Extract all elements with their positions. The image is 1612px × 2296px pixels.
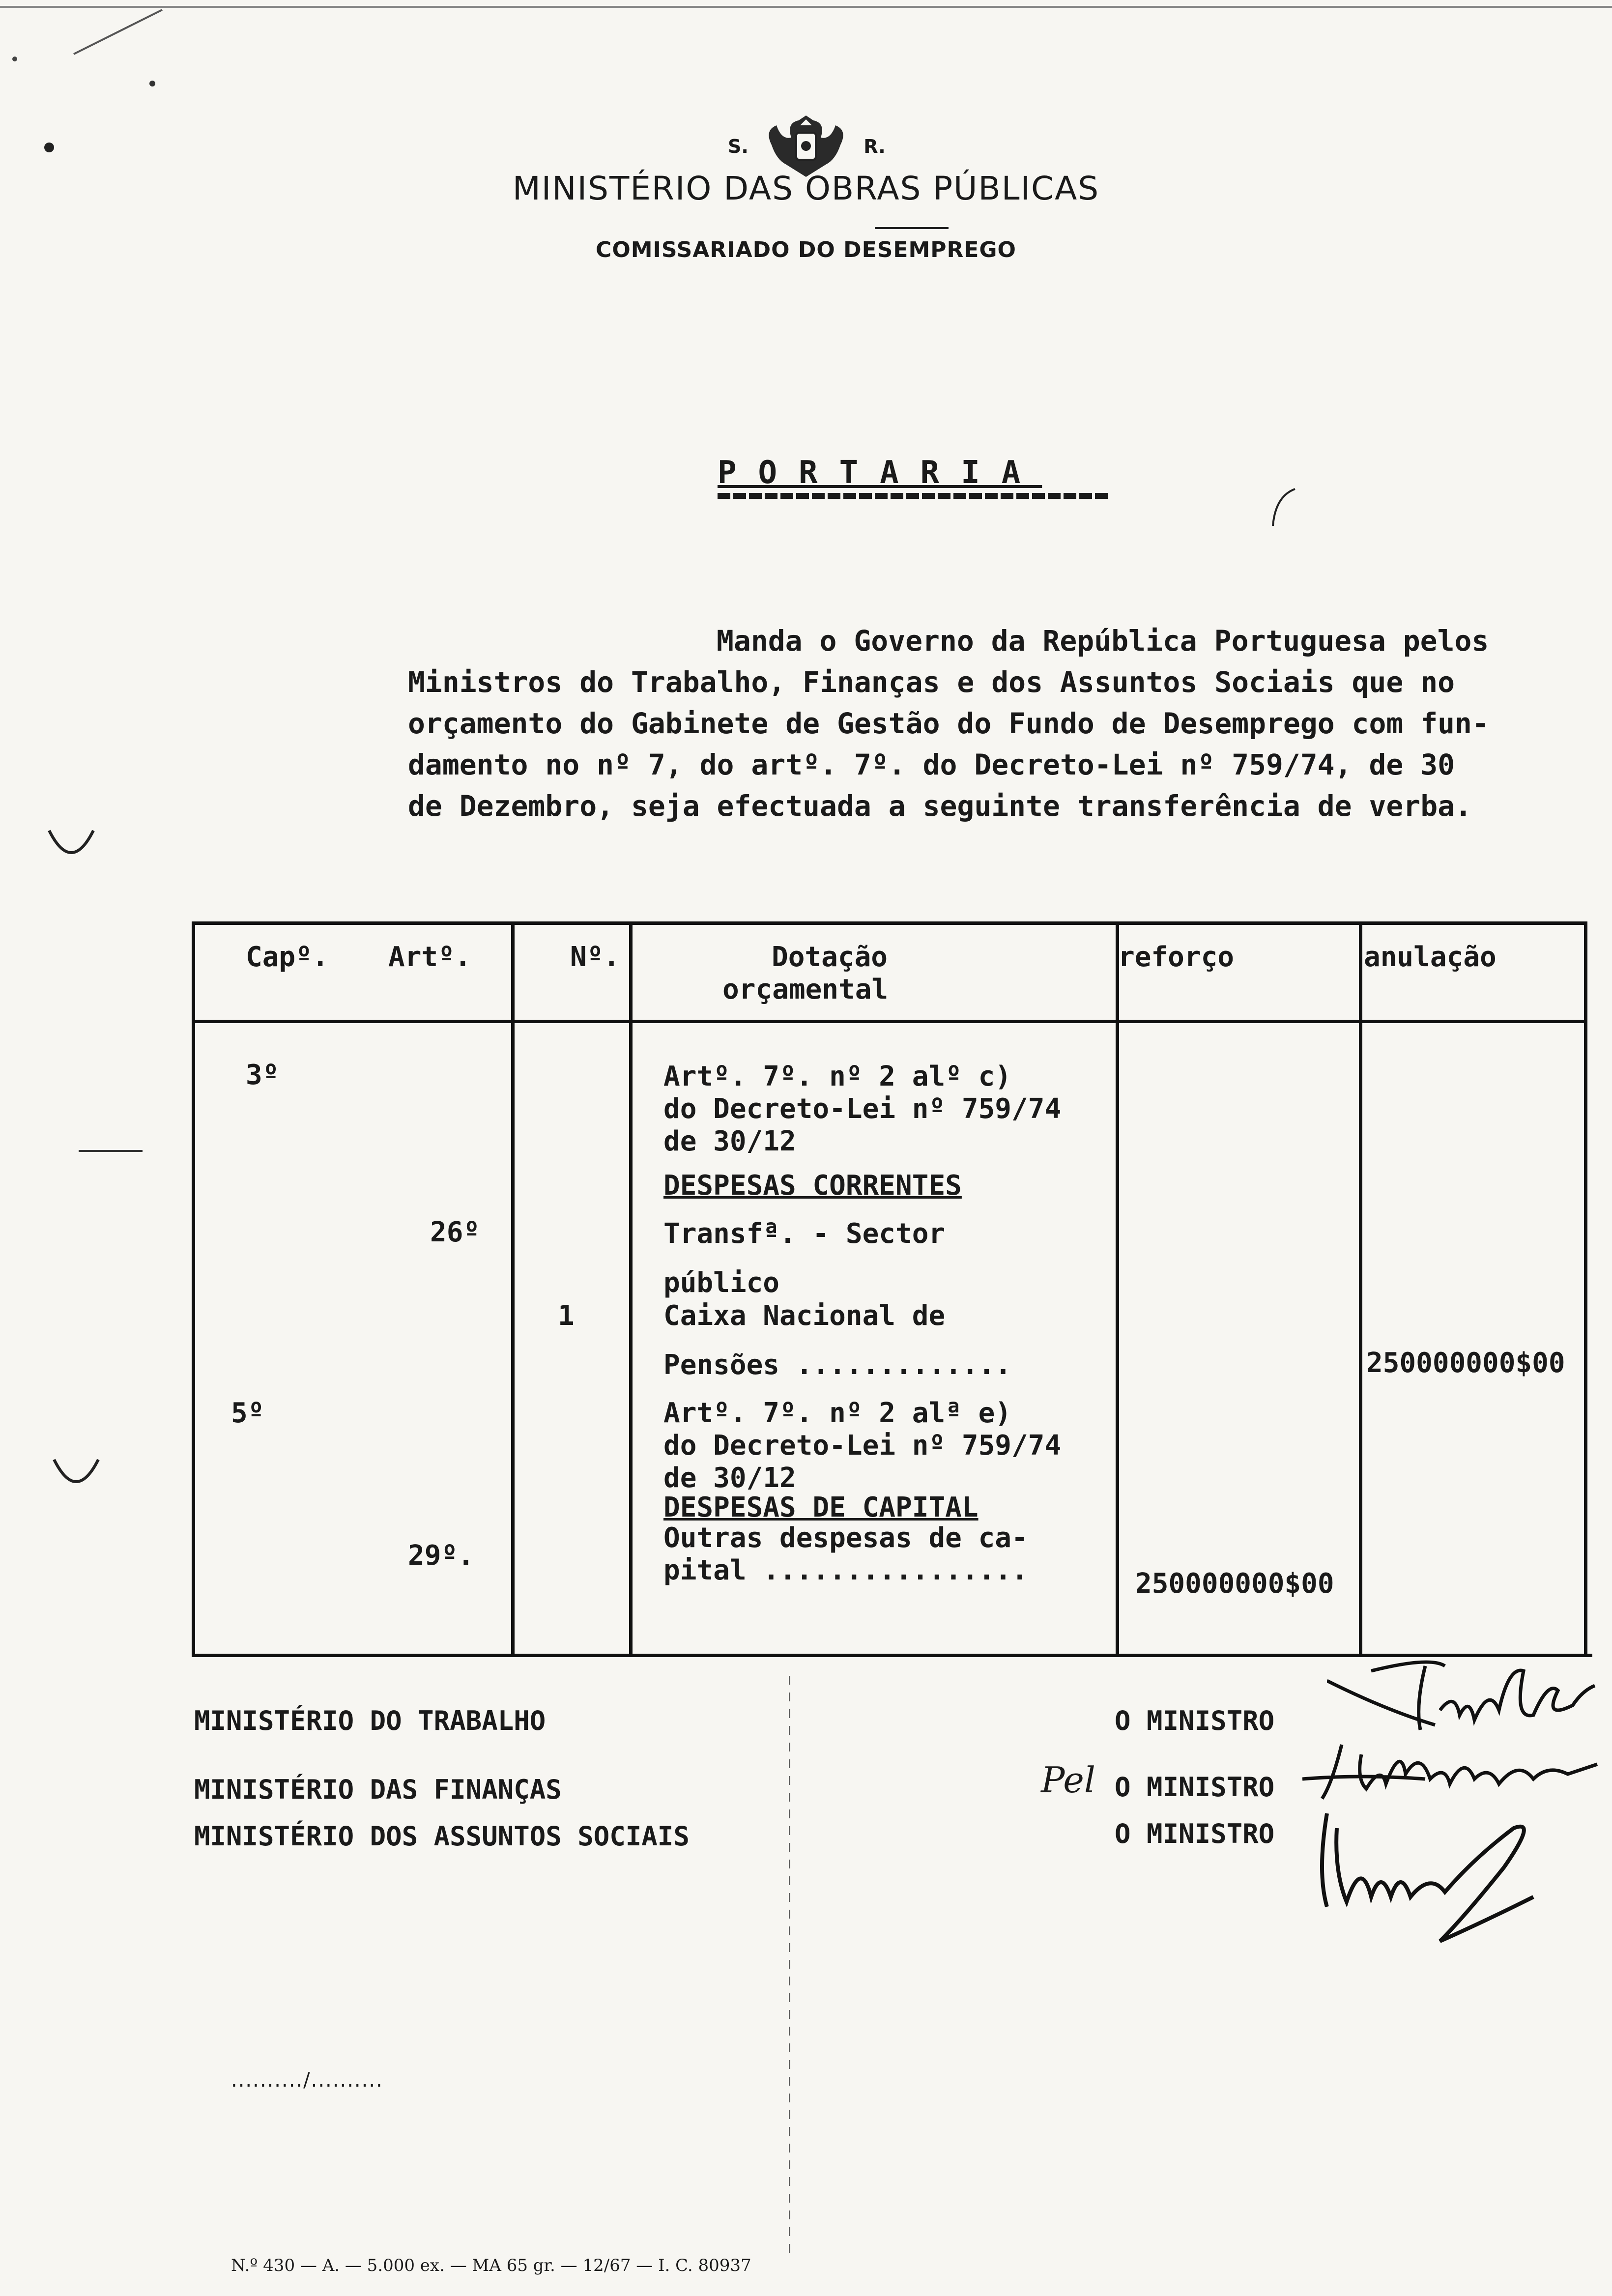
printer-footer: N.º 430 — A. — 5.000 ex. — MA 65 gr. — 12/67 — I. C. 80937 <box>231 2256 751 2275</box>
table-header-border <box>192 1020 1587 1023</box>
department-name: COMISSARIADO DO DESEMPREGO <box>596 237 1016 262</box>
signature-divider <box>789 1676 790 2261</box>
date-placeholder: ........../.......... <box>231 2069 383 2092</box>
art-26: 26º <box>430 1216 480 1248</box>
punch-hole-mark-1 <box>44 826 98 865</box>
top-edge-line <box>0 6 1612 8</box>
minister-label-3: O MINISTRO <box>1115 1818 1275 1849</box>
dotacao-a-line-1: Artº. 7º. nº 2 alº c) <box>663 1061 1012 1092</box>
body-line-1: Manda o Governo da República Portuguesa pelos <box>717 624 1489 658</box>
table-right-border <box>1584 921 1587 1657</box>
dotacao-a-line-3: de 30/12 <box>663 1125 796 1157</box>
dotacao-a-line-2: do Decreto-Lei nº 759/74 <box>663 1093 1062 1125</box>
col-divider-1 <box>511 921 515 1657</box>
header-cap: Capº. <box>246 941 329 973</box>
budget-transfer-table <box>192 921 1587 1656</box>
signature-3 <box>1317 1799 1543 1956</box>
minister-label-1: O MINISTRO <box>1115 1705 1275 1736</box>
ministry-social-affairs: MINISTÉRIO DOS ASSUNTOS SOCIAIS <box>194 1821 690 1852</box>
letter-r: R. <box>864 135 886 157</box>
ministry-name: MINISTÉRIO DAS OBRAS PÚBLICAS <box>512 170 1100 207</box>
anulacao-value: 250000000$00 <box>1366 1347 1565 1379</box>
pen-tick-mark <box>1268 487 1297 531</box>
letter-s: S. <box>727 135 748 157</box>
art-29: 29º. <box>408 1540 474 1572</box>
pensoes-line: Pensões ............. <box>663 1349 1012 1381</box>
dotacao-b-line-2: do Decreto-Lei nº 759/74 <box>663 1430 1062 1462</box>
col-divider-2 <box>629 921 633 1657</box>
despesas-correntes-heading: DESPESAS CORRENTES <box>663 1170 962 1202</box>
body-line-2: Ministros do Trabalho, Finanças e dos Assuntos Sociais que no <box>408 665 1455 699</box>
punch-hole-mark-2 <box>49 1455 103 1494</box>
col-divider-3 <box>1116 921 1119 1657</box>
reforco-value: 250000000$00 <box>1135 1568 1334 1600</box>
header-dotacao: Dotação <box>772 941 888 973</box>
transf-line-2: público <box>663 1267 780 1299</box>
header-anulacao: anulação <box>1364 941 1497 973</box>
margin-dash <box>79 1150 143 1152</box>
table-top-border <box>192 921 1587 925</box>
title-double-underline <box>718 493 1111 499</box>
body-line-4: damento no nº 7, do artº. 7º. do Decreto-Lei nº 759/74, de 30 <box>408 748 1455 781</box>
letterhead-rule <box>875 227 949 229</box>
outras-line-1: Outras despesas de ca- <box>663 1522 1028 1554</box>
header-reforco: reforço <box>1118 941 1235 973</box>
outras-line-2: pital ................ <box>663 1554 1028 1586</box>
minister-label-2: O MINISTRO <box>1115 1772 1275 1803</box>
body-line-3: orçamento do Gabinete de Gestão do Fundo de Desemprego com fun- <box>408 707 1489 740</box>
dotacao-b-line-1: Artº. 7º. nº 2 alª e) <box>663 1397 1012 1429</box>
cap-5: 5º <box>231 1397 264 1429</box>
ministry-finance: MINISTÉRIO DAS FINANÇAS <box>194 1774 562 1805</box>
ministry-labor: MINISTÉRIO DO TRABALHO <box>194 1705 546 1736</box>
table-left-border <box>192 921 195 1657</box>
header-num: Nº. <box>570 941 620 973</box>
col-divider-4 <box>1359 921 1362 1657</box>
signature-2 <box>1302 1735 1607 1808</box>
pel-annotation: Pel <box>1041 1759 1095 1801</box>
header-art: Artº. <box>388 941 471 973</box>
header-orcamental: orçamental <box>722 974 889 1005</box>
cap-3: 3º <box>246 1059 279 1091</box>
document-title: PORTARIA <box>718 455 1042 491</box>
body-line-5: de Dezembro, seja efectuada a seguinte transferência de verba. <box>408 789 1472 823</box>
despesas-capital-heading: DESPESAS DE CAPITAL <box>663 1492 979 1523</box>
transf-line-1: Transfª. - Sector <box>663 1218 946 1250</box>
caixa-line: Caixa Nacional de <box>663 1300 946 1332</box>
dotacao-b-line-3: de 30/12 <box>663 1462 796 1494</box>
scan-corner-marks <box>0 0 167 177</box>
num-1: 1 <box>558 1300 575 1332</box>
